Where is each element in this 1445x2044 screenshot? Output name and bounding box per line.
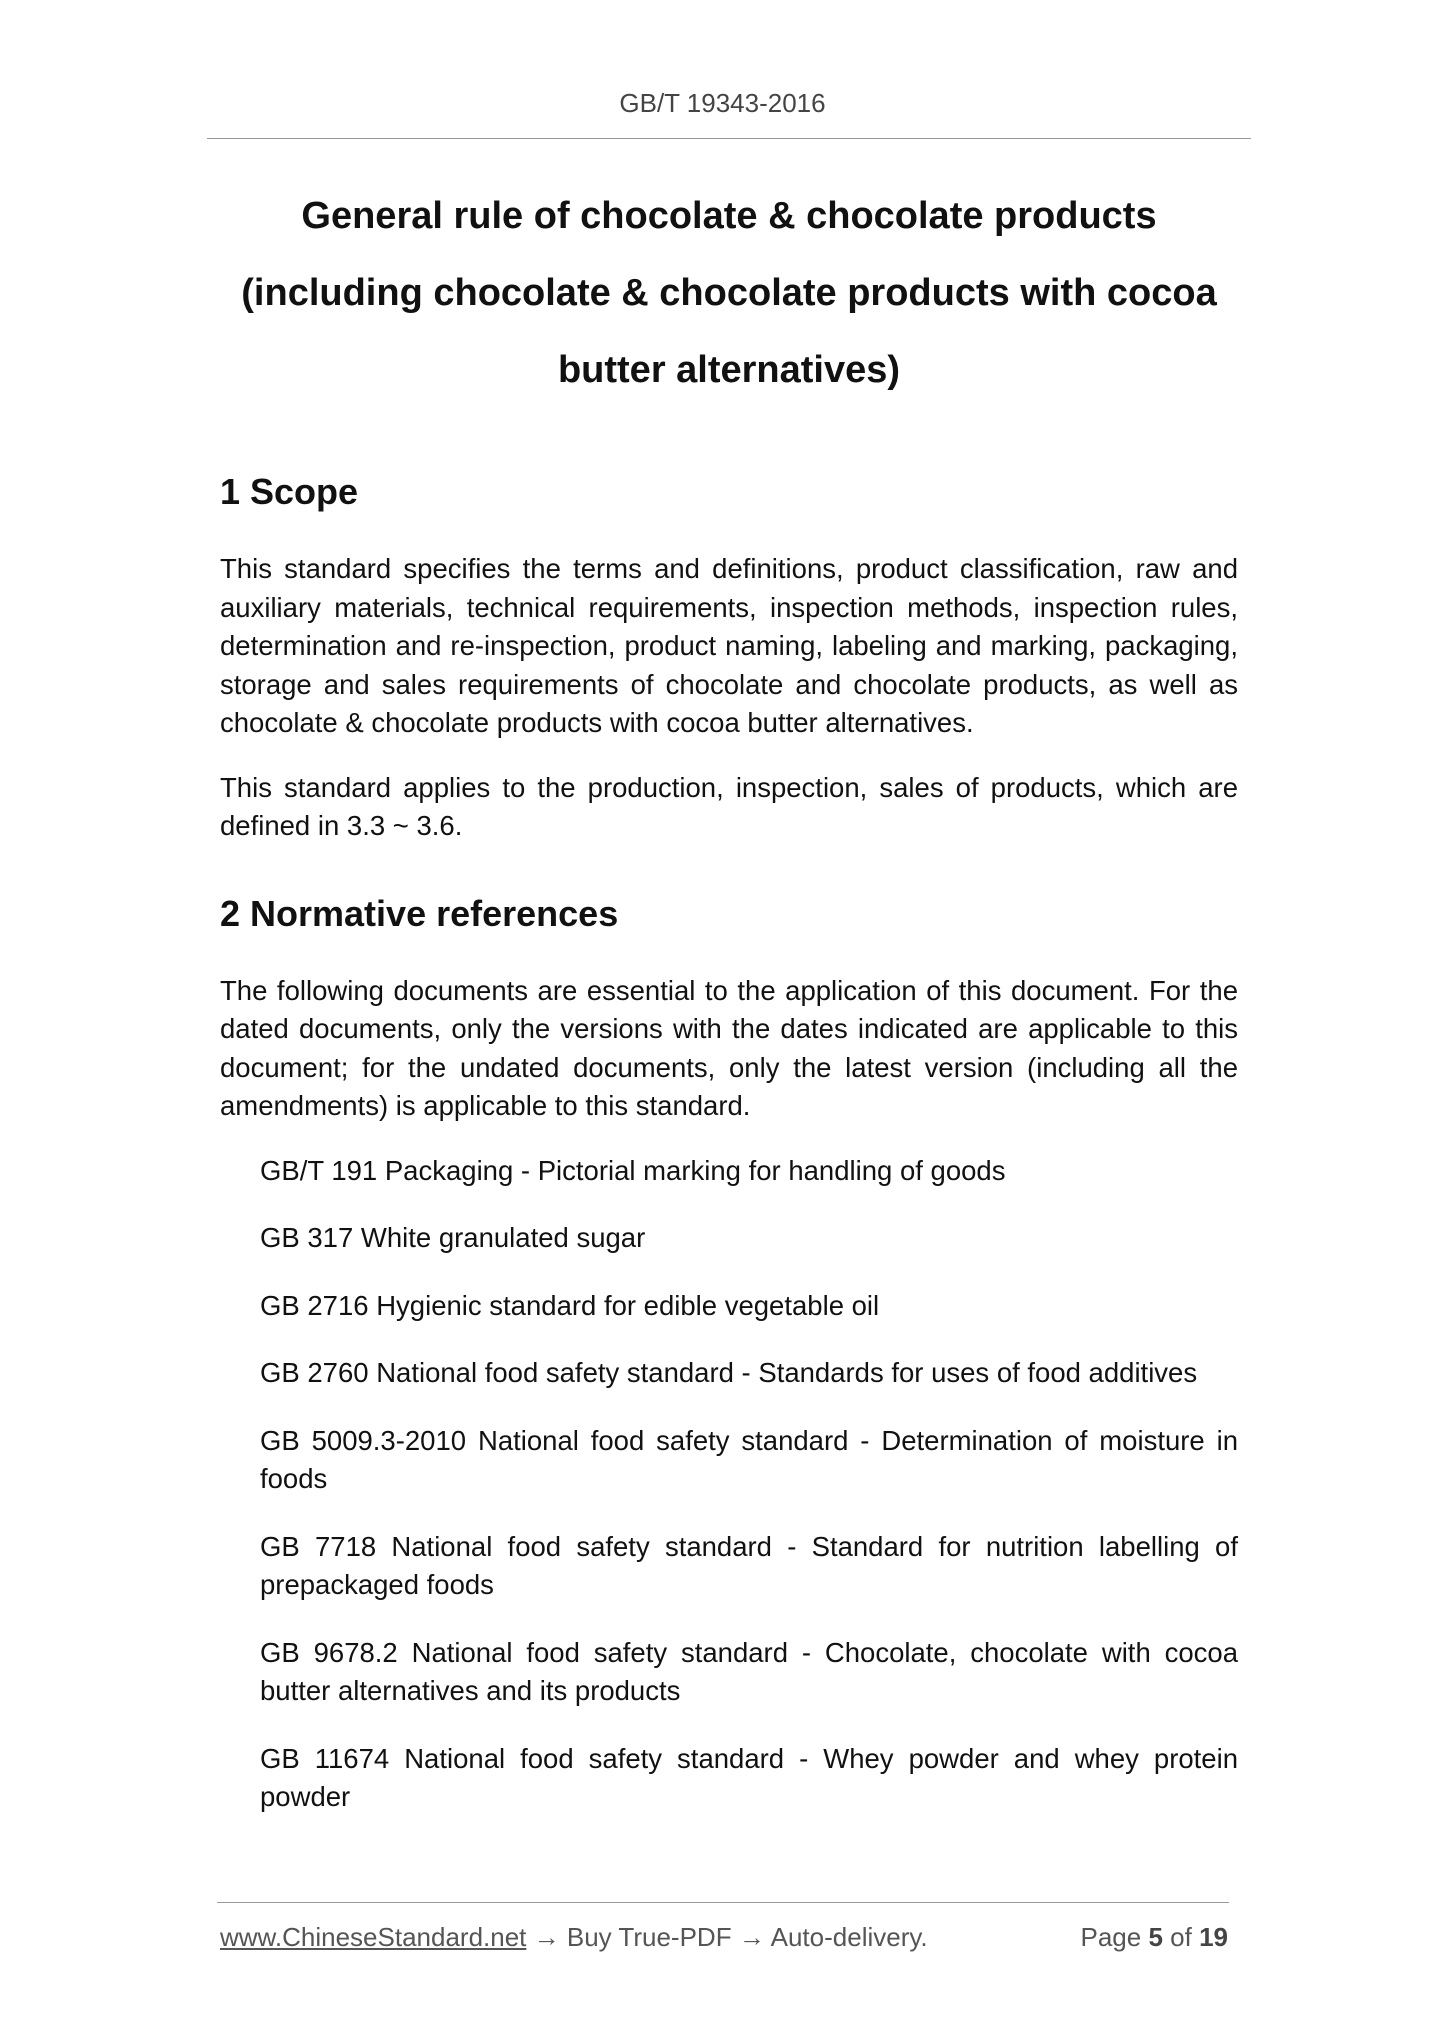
section-heading-scope: 1 Scope [220,471,359,512]
reference-item: GB 317 White granulated sugar [260,1222,646,1253]
section-heading-normative-references: 2 Normative references [220,892,619,934]
arrow-right-icon: → [738,1922,765,1952]
normative-intro-paragraph: The following documents are essential to the application of this document. For the dated documents, only the versions with the dates indicated are applicable to this document; for the undated documents, only the latest version (including all the amendments) is applicable to this standard. [220,974,1238,1121]
reference-item: GB 2716 Hygienic standard for edible vegetable oil [260,1289,880,1321]
reference-item: GB/T 191 Packaging - Pictorial marking for handling of goods [260,1154,1006,1186]
scope-paragraph-2: This standard applies to the production, inspection, sales of products, which are defined in 3.3 ~ 3.6. [220,771,1238,841]
current-page-number: 5 [1148,1922,1163,1952]
title-line-1: General rule of chocolate & chocolate products [301,195,1157,237]
footer-divider [217,1902,1229,1903]
page-indicator [1080,1922,1228,1953]
page-footer [220,1922,1228,1953]
total-page-number: 19 [1199,1922,1228,1952]
reference-item: GB 7718 National food safety standard - Standard for nutrition labelling of prepackaged foods [260,1530,1238,1600]
document-body [220,468,1238,1846]
header-divider [207,138,1251,139]
title-line-3: butter alternatives) [557,349,901,391]
page-label: Page [1080,1922,1142,1952]
arrow-right-icon: → [533,1922,560,1952]
website-link[interactable]: www.ChineseStandard.net [220,1922,527,1952]
of-label: of [1170,1922,1192,1952]
reference-list [220,1152,1238,1817]
reference-item: GB 5009.3-2010 National food safety standard - Determination of moisture in foods [260,1424,1238,1494]
footer-left [220,1922,928,1953]
reference-item: GB 11674 National food safety standard - Whey powder and whey protein powder [260,1742,1238,1812]
reference-item: GB 9678.2 National food safety standard - Chocolate, chocolate with cocoa butter alternatives and its products [260,1636,1238,1706]
document-title [207,178,1251,409]
reference-item: GB 2760 National food safety standard - Standards for uses of food additives [260,1357,1198,1388]
scope-paragraph-1: This standard specifies the terms and definitions, product classification, raw and auxiliary materials, technical requirements, inspection methods, inspection rules, determination and re-inspection, product naming, labeling and marking, packaging, storage and sales requirements of chocolate and chocolate products, as well as chocolate & chocolate products with cocoa butter alternatives. [220,553,1238,738]
title-line-2: (including chocolate & chocolate products with cocoa [241,272,1217,314]
auto-delivery-text: Auto-delivery. [770,1922,928,1952]
document-code-header: GB/T 19343-2016 [619,88,826,118]
buy-pdf-text: Buy True-PDF [566,1922,732,1952]
